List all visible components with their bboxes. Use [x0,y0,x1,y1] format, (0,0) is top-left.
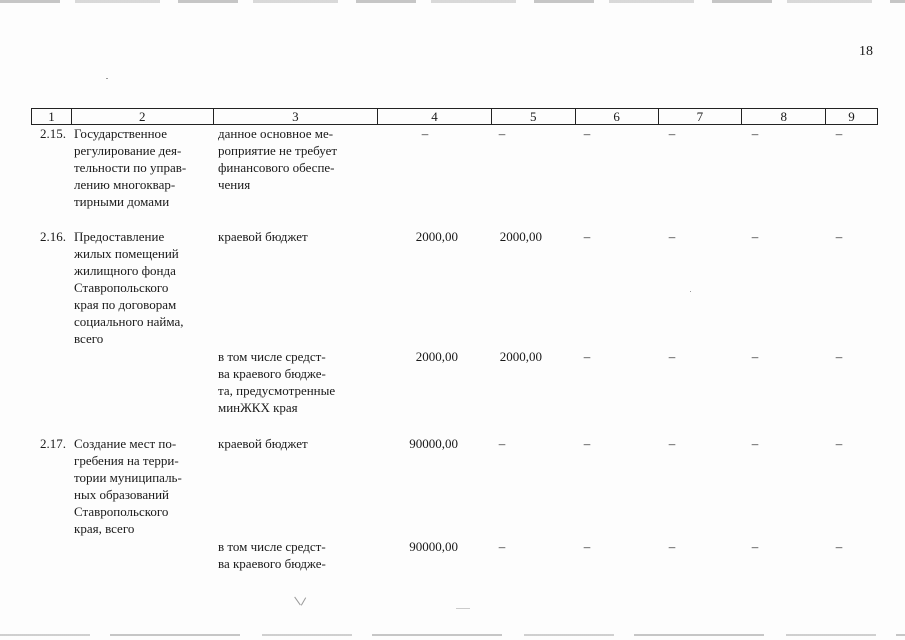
row-number: 2.17. [40,436,66,451]
col7-value: – [668,436,676,451]
row-number: 2.16. [40,229,66,244]
header-col-8: 8 [742,109,826,124]
scan-speck [106,78,108,79]
row-number: 2.15. [40,126,66,141]
col9-value: – [835,229,843,244]
scan-speck [456,608,470,609]
col5-value: – [498,126,506,141]
header-col-1: 1 [32,109,72,124]
col6-value: – [583,349,591,364]
col6-value: – [583,126,591,141]
header-col-5: 5 [492,109,576,124]
header-col-2: 2 [72,109,214,124]
header-col-3: 3 [214,109,379,124]
col5-value: 2000,00 [499,229,542,244]
scan-speck [301,597,306,605]
funding-source: краевой бюджет [218,436,308,451]
col9-value: – [835,539,843,554]
col5-value: – [498,539,506,554]
col7-value: – [668,539,676,554]
col7-value: – [668,126,676,141]
col8-value: – [751,539,759,554]
col4-value: – [421,126,429,141]
col8-value: – [751,229,759,244]
scan-speck [690,291,691,292]
funding-source: в том числе средст- ва краевого бюдже- та, предусмотренные минЖКХ края [218,349,336,415]
col5-value: – [498,436,506,451]
header-col-9: 9 [848,109,855,124]
col6-value: – [583,539,591,554]
col8-value: – [751,126,759,141]
header-col-4: 4 [378,109,492,124]
col4-value: 2000,00 [415,349,458,364]
funding-source: в том числе средст- ва краевого бюдже- [218,539,326,571]
scan-edge-top [0,0,905,3]
col6-value: – [583,229,591,244]
scan-edge-bottom [0,634,905,636]
page-number: 18 [859,44,873,59]
funding-source: данное основное ме- роприятие не требует финансового обеспе- чения [218,126,338,192]
col8-value: – [751,349,759,364]
col9-value: – [835,126,843,141]
col7-value: – [668,349,676,364]
funding-source: краевой бюджет [218,229,308,244]
header-col-7: 7 [659,109,743,124]
table-header [31,108,878,125]
measure-name: Предоставление жилых помещений жилищного фонда Ставропольского края по договорам социального найма, всего [74,229,184,346]
col4-value: 90000,00 [409,436,458,451]
header-col-6: 6 [576,109,659,124]
col6-value: – [583,436,591,451]
measure-name: Создание мест по- гребения на терри- тории муниципаль- ных образований Ставропольского края, всего [74,436,182,536]
col5-value: 2000,00 [499,349,542,364]
scan-speck [294,597,301,606]
col7-value: – [668,229,676,244]
measure-name: Государственное регулирование дея- тельности по управ- лению многоквар- тирными домами [74,126,187,209]
col4-value: 2000,00 [415,229,458,244]
col4-value: 90000,00 [409,539,458,554]
col8-value: – [751,436,759,451]
col9-value: – [835,436,843,451]
col9-value: – [835,349,843,364]
